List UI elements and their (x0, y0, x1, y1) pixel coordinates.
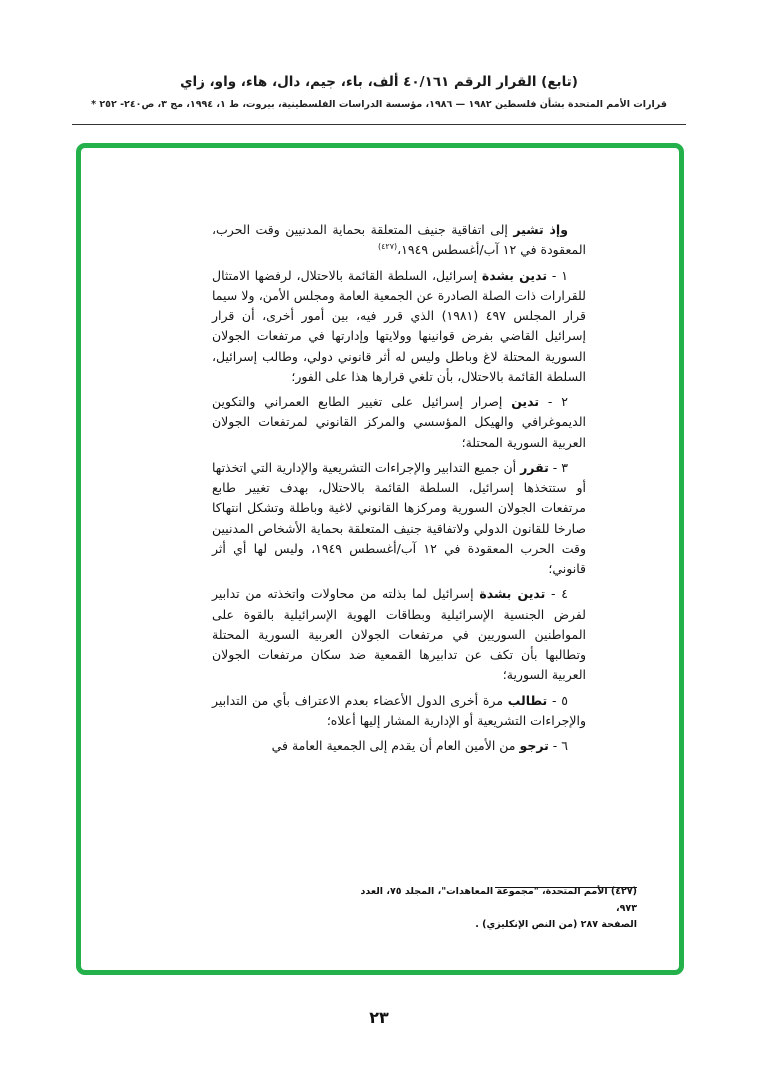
paragraph-text: أن جميع التدابير والإجراءات التشريعية والإدارية التي اتخذتها أو ستتخذها إسرائيل، السلطة القائمة بالاحتلال، بهدف تغيير طابع مرتفعات الجولان السورية ومركزها القانوني لاغية وباطلة وتشكل انتهاكا صارخا للقانون الدولي ولاتفاقية جنيف المتعلقة بحماية الأشخاص المدنيين وقت الحرب المعقودة في ١٢ آب/أغسطس ١٩٤٩، وليس لها أي أثر قانوني؛ (212, 459, 587, 576)
paragraph-text: من الأمين العام أن يقدم إلى الجمعية العامة في (271, 738, 520, 753)
paragraph-text: إسرائيل لما بذلته من محاولات واتخذته من تدابير لفرض الجنسية الإسرائيلية وبطاقات الهوية الإسرائيلية بالقوة على المواطنين السوريين في مرتفعات الجولان العربية السورية المحتلة وتطالبها بأن تكف عن تدابيرها القمعية ضد سكان مرتفعات الجولان العربية السورية؛ (212, 586, 586, 683)
paragraph-number: ٣ - (548, 459, 568, 475)
paragraph-lead: وإذ تشير (513, 222, 568, 237)
paragraph-text: إسرائيل، السلطة القائمة بالاحتلال، لرفضها الامتثال للقرارات ذات الصلة الصادرة عن الجمعية العامة ومجلس الأمن، ولا سيما قرار المجلس ٤٩٧ (١٩٨١) الذي قرر فيه، بين أمور أخرى، أن قرار إسرائيل القاضي بفرض قوانينها وولايتها وإدارتها في مرتفعات الجولان السورية المحتلة لاغ وباطل وليس له أثر قانوني دولي، وطالب إسرائيل، السلطة القائمة بالاحتلال، بأن تلغي قرارها هذا على الفور؛ (212, 267, 586, 384)
paragraph-text: إصرار إسرائيل على تغيير الطابع العمراني والتكوين الديموغرافي والهيكل المؤسسي والمركز القانوني لمرتفعات الجولان العربية السورية المحتلة؛ (212, 394, 586, 450)
paragraph-lead: تدين بشدة (481, 267, 548, 283)
paragraph-lead: تقرر (520, 459, 549, 475)
footnote-line-2: الصفحة ٢٨٧ (من النص الإنكليزي) . (475, 919, 637, 931)
paragraph (212, 266, 586, 388)
page-number: ٢٣ (369, 1008, 389, 1027)
resolution-title: (تابع) القرار الرقم ٤٠/١٦١ ألف، باء، جيم، دال، هاء، واو، زاي (180, 74, 578, 90)
paragraph-lead: تدين بشدة (479, 586, 546, 602)
footnote (359, 884, 637, 934)
paragraphs (212, 220, 586, 761)
paragraph-lead: ترجو (519, 738, 549, 753)
text-frame (76, 143, 684, 975)
paragraph (212, 458, 586, 580)
footnote-reference: (٤٢٧) (377, 242, 398, 252)
paragraph-text: إلى اتفاقية جنيف المتعلقة بحماية المدنيين وقت الحرب، المعقودة في ١٢ آب/أغسطس ١٩٤٩، (212, 222, 586, 258)
paragraph (212, 220, 586, 261)
source-citation: قرارات الأمم المتحدة بشأن فلسطين ١٩٨٢ — ١٩٨٦، مؤسسة الدراسات الفلسطينية، بيروت، ط ١، ١٩٩٤، مج ٣، ص٢٤٠- ٢٥٢ * (91, 99, 667, 110)
paragraph-lead: تدين (511, 394, 540, 409)
header-divider (72, 124, 686, 125)
paragraph-number: ٦ - (548, 738, 568, 753)
paragraph (212, 736, 586, 756)
paragraph-number: ١ - (547, 267, 568, 283)
paragraph-number: ٢ - (539, 394, 568, 409)
footnote-line-1: (٤٢٧) الأمم المتحدة، "مجموعة المعاهدات"، المجلد ٧٥، العدد ٩٧٣، (360, 886, 637, 914)
paragraph-number: ٤ - (545, 586, 568, 602)
paragraph (212, 584, 586, 685)
paragraph-text: مرة أخرى الدول الأعضاء بعدم الاعتراف بأي من التدابير والإجراءات التشريعية أو الإدارية المشار إليها أعلاه؛ (212, 692, 586, 728)
paragraph (212, 691, 586, 732)
paragraph-number: ٥ - (547, 692, 568, 708)
paragraph (212, 392, 586, 453)
page-header (36, 74, 722, 110)
paragraph-lead: تطالب (507, 692, 548, 708)
